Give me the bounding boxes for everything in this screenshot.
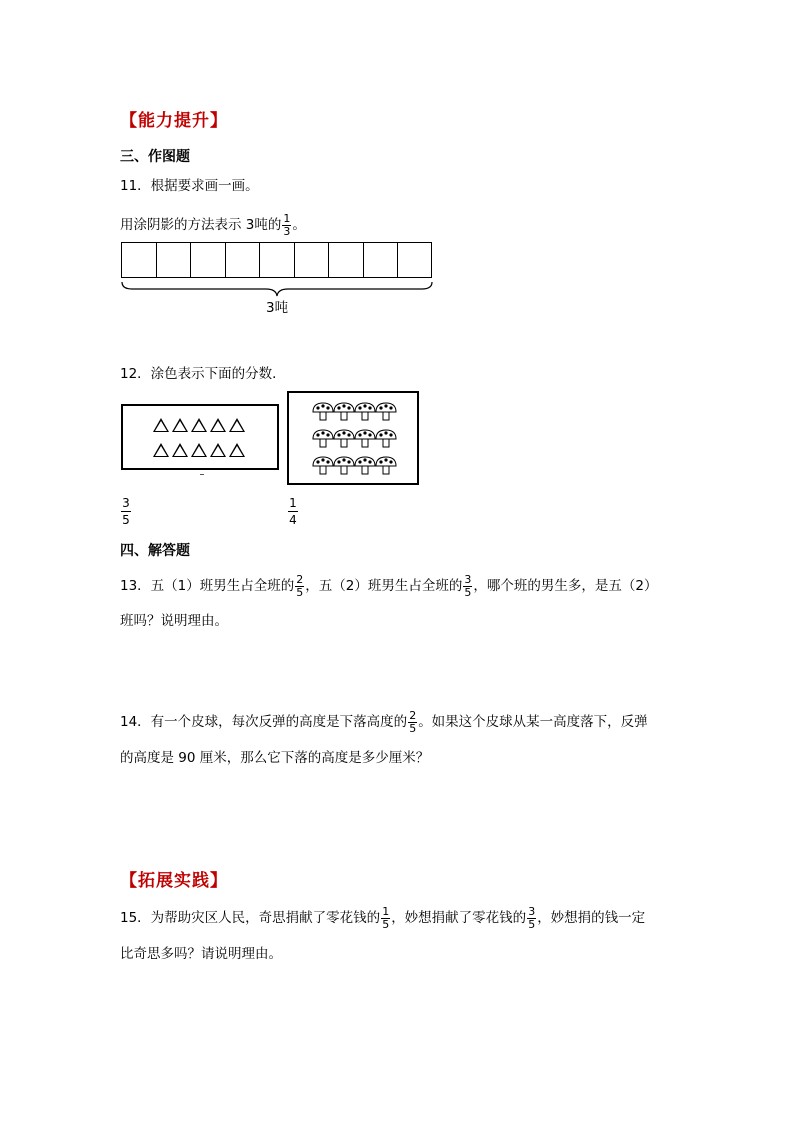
grid-cell[interactable] xyxy=(260,243,295,277)
triangle-icon[interactable] xyxy=(229,418,245,432)
fraction-numerator: 3 xyxy=(122,496,130,510)
question-13-line-1 xyxy=(120,570,657,602)
q13-text-3: ，哪个班的男生多，是五（2） xyxy=(473,578,658,594)
q13-text-2: ，五（2）班男生占全班的 xyxy=(305,578,463,594)
section-title-ability: 【能力提升】 xyxy=(120,111,228,131)
q14-text-2: 。如果这个皮球从某一高度落下，反弹 xyxy=(418,714,648,730)
grid-cell[interactable] xyxy=(364,243,399,277)
question-14-line-2: 的高度是 90 厘米，那么它下落的高度是多少厘米？ xyxy=(120,750,430,766)
question-15-line-1 xyxy=(120,902,645,934)
mushroom-icon[interactable] xyxy=(313,430,333,447)
fraction-two-fifths xyxy=(295,574,304,599)
triangle-icon[interactable] xyxy=(210,443,226,457)
fraction-denominator: 5 xyxy=(409,721,417,735)
mushroom-icon[interactable] xyxy=(313,457,333,474)
question-15-line-2: 比奇思多吗？请说明理由。 xyxy=(120,946,282,962)
fraction-three-fifths xyxy=(121,496,131,527)
triangle-icon[interactable] xyxy=(172,443,188,457)
triangle-icon[interactable] xyxy=(191,443,207,457)
mushroom-icon[interactable] xyxy=(334,430,354,447)
mushroom-icon[interactable] xyxy=(355,457,375,474)
fraction-denominator: 4 xyxy=(289,513,297,527)
mushroom-grid xyxy=(289,393,417,483)
triangle-row-2 xyxy=(153,443,248,457)
triangle-icon[interactable] xyxy=(172,418,188,432)
instruction-post: 。 xyxy=(292,217,306,233)
mushroom-box[interactable] xyxy=(287,391,419,485)
q15-text-3: ，妙想捐的钱一定 xyxy=(537,910,646,926)
section-title-practice: 【拓展实践】 xyxy=(120,871,228,891)
question-12-text: 12．涂色表示下面的分数． xyxy=(120,366,286,382)
fraction-numerator: 3 xyxy=(528,904,536,918)
grid-cell[interactable] xyxy=(191,243,226,277)
triangle-icon[interactable] xyxy=(153,418,169,432)
small-mark xyxy=(200,474,204,475)
fraction-one-fourth xyxy=(288,496,298,527)
q14-text-1: 14．有一个皮球，每次反弹的高度是下落高度的 xyxy=(120,714,408,730)
triangle-icon[interactable] xyxy=(229,443,245,457)
fraction-denominator: 5 xyxy=(296,585,304,599)
fraction-one-fifth xyxy=(381,906,390,931)
fraction-numerator: 1 xyxy=(382,904,390,918)
mushroom-icon[interactable] xyxy=(313,403,333,420)
fraction-denominator: 5 xyxy=(528,917,536,931)
q15-text-1: 15．为帮助灾区人民，奇思捐献了零花钱的 xyxy=(120,910,381,926)
triangle-icon[interactable] xyxy=(210,418,226,432)
fraction-two-fifths xyxy=(408,710,417,735)
fraction-numerator: 3 xyxy=(464,572,472,586)
grid-cell[interactable] xyxy=(329,243,364,277)
question-11-text: 11．根据要求画一画。 xyxy=(120,178,259,194)
fraction-denominator: 5 xyxy=(382,917,390,931)
instruction-pre: 用涂阴影的方法表示 3吨的 xyxy=(120,217,282,233)
triangle-row-1 xyxy=(153,418,248,432)
fraction-numerator: 1 xyxy=(283,211,291,225)
brace-icon xyxy=(118,280,436,300)
fraction-bar xyxy=(288,511,298,512)
triangle-box[interactable] xyxy=(121,404,279,470)
fraction-one-third xyxy=(282,213,291,238)
mushroom-icon[interactable] xyxy=(376,403,396,420)
mushroom-icon[interactable] xyxy=(355,430,375,447)
brace-label: 3吨 xyxy=(266,300,289,316)
fraction-numerator: 2 xyxy=(409,708,417,722)
triangle-icon[interactable] xyxy=(191,418,207,432)
mushroom-icon[interactable] xyxy=(376,430,396,447)
mushroom-icon[interactable] xyxy=(355,403,375,420)
fraction-numerator: 1 xyxy=(289,496,297,510)
part3-heading: 三、作图题 xyxy=(120,149,190,165)
question-13-line-2: 班吗？说明理由。 xyxy=(120,613,228,629)
fraction-numerator: 2 xyxy=(296,572,304,586)
mushroom-icon[interactable] xyxy=(376,457,396,474)
question-14-line-1 xyxy=(120,706,648,738)
question-11-instruction xyxy=(120,210,306,240)
mushroom-icon[interactable] xyxy=(334,457,354,474)
mushroom-icon[interactable] xyxy=(334,403,354,420)
fraction-three-fifths xyxy=(527,906,536,931)
grid-cell[interactable] xyxy=(157,243,192,277)
grid-3-tons[interactable] xyxy=(121,242,432,278)
fraction-denominator: 5 xyxy=(464,585,472,599)
triangle-icon[interactable] xyxy=(153,443,169,457)
fraction-denominator: 3 xyxy=(283,224,291,238)
grid-cell[interactable] xyxy=(122,243,157,277)
part4-heading: 四、解答题 xyxy=(120,543,190,559)
grid-cell[interactable] xyxy=(295,243,330,277)
q13-text-1: 13．五（1）班男生占全班的 xyxy=(120,578,295,594)
grid-cell[interactable] xyxy=(398,243,433,277)
q15-text-2: ，妙想捐献了零花钱的 xyxy=(391,910,527,926)
fraction-denominator: 5 xyxy=(122,513,130,527)
fraction-bar xyxy=(121,511,131,512)
grid-cell[interactable] xyxy=(226,243,261,277)
fraction-three-fifths xyxy=(463,574,472,599)
